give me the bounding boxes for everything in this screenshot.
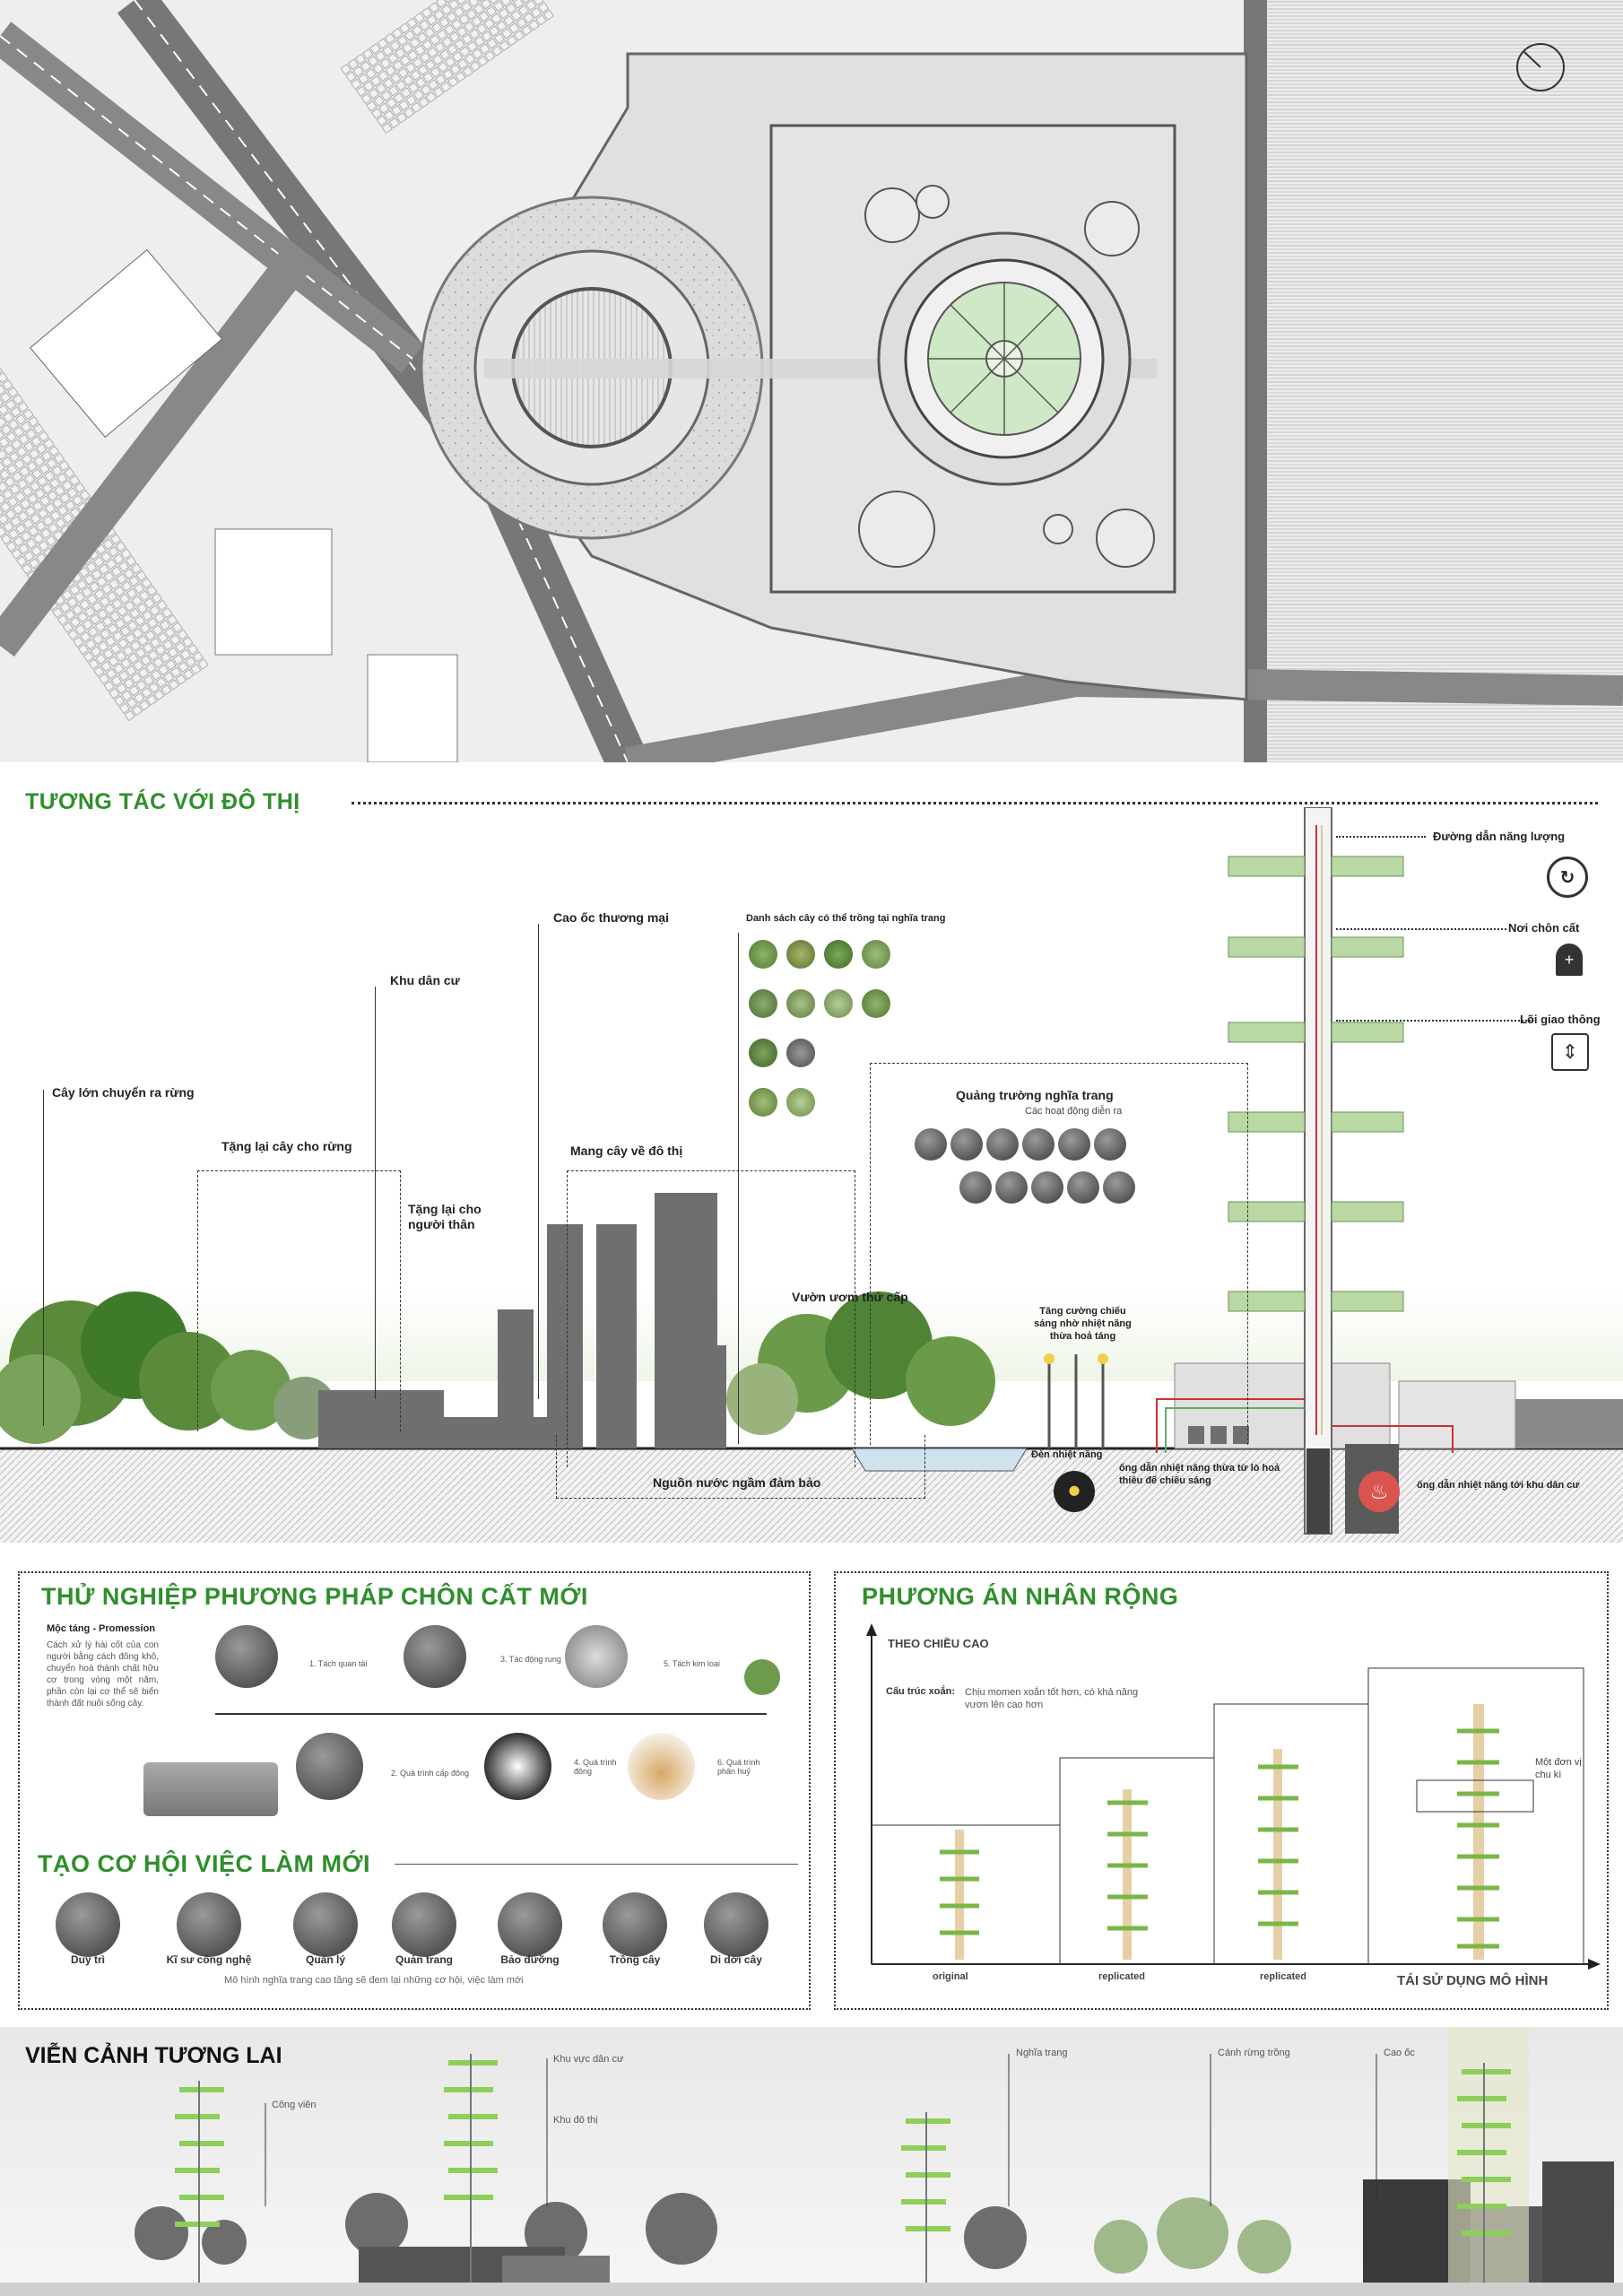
plant-thumb <box>749 989 777 1018</box>
process-line <box>215 1713 767 1715</box>
jobs-title: TẠO CƠ HỘI VIỆC LÀM MỚI <box>38 1850 371 1877</box>
label-highrise: Cao ốc <box>1384 2048 1415 2058</box>
spiral-text: Chịu momen xoắn tốt hơn, có khả năng vươn lên cao hơn <box>965 1687 1139 1710</box>
activity-icon <box>950 1128 983 1161</box>
label-circulation: Lõi giao thông <box>1520 1013 1601 1026</box>
label-groundwater: Nguồn nước ngầm đảm bảo <box>653 1475 821 1490</box>
step-label-6: 6. Quá trình phân huỷ <box>717 1758 760 1776</box>
leader-plant-list <box>738 933 739 1444</box>
y-axis-label: THEO CHIỀU CAO <box>888 1637 989 1650</box>
label-burial: Nơi chôn cất <box>1508 921 1580 935</box>
activity-icon <box>1094 1128 1126 1161</box>
label-cemetery: Nghĩa trang <box>1016 2048 1068 2058</box>
replication-chart <box>861 1623 1605 1991</box>
job-photo-engineer <box>177 1892 241 1957</box>
activity-icon <box>915 1128 947 1161</box>
label-heat-pipe-light: ống dẫn nhiệt năng thừa từ lò hoả thiêu để chiếu sáng <box>1119 1463 1280 1486</box>
jobs-caption: Mô hình nghĩa trang cao tầng sẽ đem lại những cơ hội, việc làm mới <box>224 1975 524 1986</box>
job-label-manager: Quản lý <box>305 1953 345 1966</box>
plant-thumbnails <box>749 940 901 1128</box>
plant-thumb <box>824 989 853 1018</box>
step-image-4 <box>484 1733 551 1800</box>
step-image-3 <box>404 1625 466 1688</box>
job-label-caretaker: Quản trang <box>395 1953 453 1966</box>
label-urban-area: Khu đô thị <box>553 2115 598 2126</box>
plant-thumb <box>786 1039 815 1067</box>
label-residential: Khu dân cư <box>390 973 460 987</box>
label-lighting: Tăng cường chiếu sáng nhờ nhiệt năng thừa hoả táng <box>1034 1306 1132 1342</box>
activity-icon <box>1031 1171 1063 1204</box>
activity-icon <box>1058 1128 1090 1161</box>
elevator-icon: ⇕ <box>1551 1033 1589 1071</box>
plant-thumb <box>786 940 815 969</box>
step-label-2: 2. Quá trình cấp đông <box>391 1769 470 1778</box>
spiral-title: Cấu trúc xoắn: <box>886 1686 956 1697</box>
activity-icon <box>1067 1171 1099 1204</box>
plant-thumb <box>749 1039 777 1067</box>
label-heat-lamp: Đèn nhiệt năng <box>1031 1449 1103 1460</box>
label-heat-pipe-res: ống dẫn nhiệt năng tới khu dân cư <box>1417 1480 1580 1491</box>
activity-icon <box>1103 1171 1135 1204</box>
leader-burial <box>1336 928 1506 930</box>
unit-label: Một đơn vị chu kì <box>1535 1757 1582 1780</box>
label-nursery: Vườn ươm thứ cấp <box>792 1290 908 1304</box>
leader-energy <box>1336 836 1426 838</box>
bar-label-replicated-2: replicated <box>1260 1971 1306 1982</box>
freezer-machine <box>143 1762 278 1816</box>
tombstone-icon: + <box>1556 944 1583 976</box>
leader-big-trees <box>43 1090 44 1426</box>
step-image-5 <box>565 1625 628 1688</box>
step-label-3: 3. Tác động rung <box>500 1655 561 1664</box>
bar-label-original: original <box>933 1971 968 1982</box>
site-plan-drawing <box>0 0 1623 762</box>
label-give-relatives: Tặng lại cho người thân <box>408 1202 482 1231</box>
replication-title: PHƯƠNG ÁN NHÂN RỘNG <box>858 1583 1182 1611</box>
step-image-2 <box>296 1733 363 1800</box>
activity-icons <box>915 1128 1139 1209</box>
label-bring-trees: Mang cây về đô thị <box>570 1144 683 1158</box>
job-photo-relocate <box>704 1892 768 1957</box>
promession-text: Cách xử lý hài cốt của con người bằng cách đông khô, chuyển hoá thành chất hữu cơ trong vòng một năm, phần còn lại cơ thể sẽ biến thành đất nuôi sống cây. <box>47 1640 159 1709</box>
activity-icon <box>959 1171 992 1204</box>
plant-thumb <box>749 1088 777 1117</box>
label-activities: Các hoạt động diễn ra <box>1025 1106 1123 1117</box>
label-plaza: Quảng trường nghĩa trang <box>956 1088 1114 1102</box>
plant-thumb <box>824 940 853 969</box>
plant-thumb <box>749 940 777 969</box>
activity-icon <box>1022 1128 1055 1161</box>
leader-bring-trees <box>567 1170 855 1467</box>
job-photo-caretaker <box>392 1892 456 1957</box>
site-plan <box>0 0 1623 762</box>
x-axis-label: TÁI SỬ DỤNG MÔ HÌNH <box>1397 1973 1549 1988</box>
label-park: Công viên <box>272 2100 317 2110</box>
energy-icon: ↻ <box>1547 857 1588 898</box>
job-label-maintain: Duy trì <box>70 1953 105 1966</box>
job-photo-repair <box>498 1892 562 1957</box>
plant-thumb <box>862 940 890 969</box>
plant-thumb <box>786 989 815 1018</box>
job-photo-manager <box>293 1892 358 1957</box>
label-give-trees: Tặng lại cây cho rừng <box>221 1139 352 1153</box>
activity-icon <box>995 1171 1028 1204</box>
job-label-planting: Trồng cây <box>609 1953 661 1966</box>
label-commercial: Cao ốc thương mại <box>553 910 669 925</box>
bar-label-replicated-1: replicated <box>1098 1971 1145 1982</box>
label-plant-list: Danh sách cây có thể trồng tại nghĩa trang <box>746 913 946 924</box>
activity-icon <box>986 1128 1019 1161</box>
step-label-1: 1. Tách quan tài <box>309 1659 368 1668</box>
step-label-5: 5. Tách kim loại <box>664 1659 720 1668</box>
leader-commercial <box>538 924 539 1399</box>
label-residential-area: Khu vực dân cư <box>553 2054 624 2065</box>
promession-title: Mộc táng - Promession <box>47 1623 156 1634</box>
leader-residential <box>375 987 376 1399</box>
title-dotted-rule <box>352 802 1598 804</box>
fire-icon: ♨ <box>1358 1471 1400 1512</box>
future-vision-title: VIỄN CẢNH TƯƠNG LAI <box>25 2043 282 2068</box>
job-photo-planting <box>603 1892 667 1957</box>
job-label-engineer: Kĩ sư công nghệ <box>166 1953 252 1966</box>
plant-thumb <box>862 989 890 1018</box>
step-label-4: 4. Quá trình đông <box>574 1758 617 1776</box>
plant-thumb <box>786 1088 815 1117</box>
lightbulb-icon: ⚫ <box>1054 1471 1095 1512</box>
leader-give-trees <box>197 1170 401 1431</box>
job-label-repair: Bảo dưỡng <box>500 1953 560 1966</box>
step-image-1 <box>215 1625 278 1688</box>
leader-circulation <box>1336 1020 1533 1022</box>
step-image-6 <box>628 1733 695 1800</box>
leader-plaza <box>870 1063 1248 1445</box>
job-label-relocate: Di dời cây <box>710 1953 762 1966</box>
burial-method-title: THỬ NGHIỆP PHƯƠNG PHÁP CHÔN CẤT MỚI <box>38 1583 592 1611</box>
job-photo-maintain <box>56 1892 120 1957</box>
jobs-rule <box>395 1864 798 1865</box>
label-energy-duct: Đường dẫn năng lượng <box>1433 830 1566 843</box>
label-big-trees: Cây lớn chuyển ra rừng <box>52 1085 195 1100</box>
tree-icon <box>744 1659 780 1695</box>
section-urban-title: TƯƠNG TÁC VỚI ĐÔ THỊ <box>25 789 300 814</box>
label-forest: Cánh rừng trồng <box>1218 2048 1290 2058</box>
